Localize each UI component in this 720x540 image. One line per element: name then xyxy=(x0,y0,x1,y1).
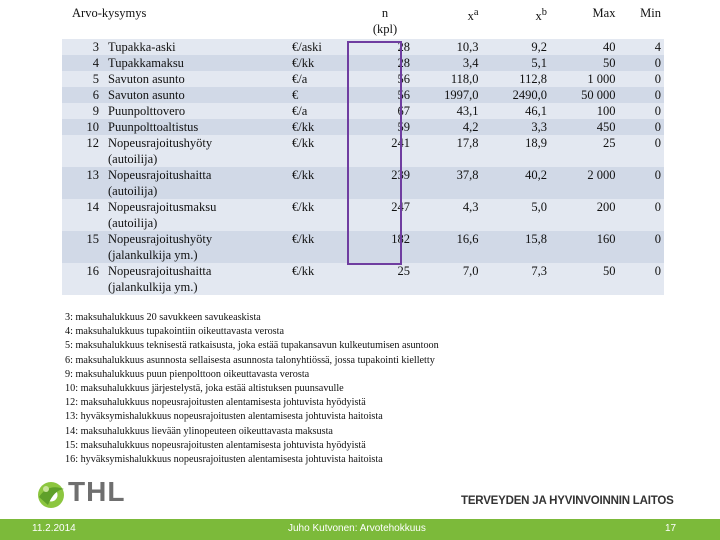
row-min: 0 xyxy=(654,200,661,214)
value-question-table xyxy=(62,0,664,295)
row-n: 25 xyxy=(397,264,410,278)
header-mean-sup: a xyxy=(473,7,479,18)
table-row xyxy=(62,263,664,295)
row-name xyxy=(105,39,289,55)
row-min: 0 xyxy=(654,168,661,182)
row-name-line2: (autoilija) xyxy=(108,216,158,230)
row-n: 56 xyxy=(397,72,410,86)
row-median: 15,8 xyxy=(525,232,547,246)
row-mean: 16,6 xyxy=(456,232,479,246)
row-name xyxy=(105,119,289,135)
row-median: 5,1 xyxy=(531,56,547,70)
row-mean: 17,8 xyxy=(456,136,479,150)
row-name-line1: Nopeusrajoitushaitta xyxy=(108,168,212,182)
row-name-line1: Nopeusrajoitushyöty xyxy=(108,232,213,246)
row-min: 0 xyxy=(654,136,661,150)
row-mean: 1997,0 xyxy=(444,88,479,102)
row-n: 247 xyxy=(391,200,410,214)
row-name xyxy=(105,167,289,199)
row-name-line2: (autoilija) xyxy=(108,152,158,166)
row-n: 67 xyxy=(397,104,410,118)
row-number: 9 xyxy=(92,104,99,118)
row-mean: 37,8 xyxy=(456,168,479,182)
row-median: 9,2 xyxy=(531,40,547,54)
header-n-unit: (kpl) xyxy=(372,22,398,36)
row-max: 100 xyxy=(596,104,616,118)
row-max: 25 xyxy=(602,136,616,150)
header-median xyxy=(481,0,549,39)
table-row xyxy=(62,135,664,167)
header-mean xyxy=(413,0,481,39)
row-unit: €/a xyxy=(292,104,308,118)
footnote-line: 13: hyväksymishalukkuus nopeusrajoitusten alentamisesta johtuvista haitoista xyxy=(65,411,383,423)
footnote-line: 9: maksuhalukkuus puun pienpolttoon oikeuttavasta verosta xyxy=(65,368,310,380)
row-n: 239 xyxy=(391,168,410,182)
table-row xyxy=(62,119,664,135)
row-median: 18,9 xyxy=(525,136,547,150)
row-max: 1 000 xyxy=(587,72,616,86)
row-median: 2490,0 xyxy=(512,88,547,102)
row-number: 13 xyxy=(86,168,99,182)
row-name-line1: Tupakkamaksu xyxy=(108,56,184,70)
header-n xyxy=(357,0,413,39)
footnote-line: 14: maksuhalukkuus lievään ylinopeuteen oikeuttavasta maksusta xyxy=(65,425,333,437)
row-median: 7,3 xyxy=(531,264,547,278)
row-unit: €/aski xyxy=(292,40,322,54)
row-name-line1: Savuton asunto xyxy=(108,88,185,102)
row-max: 160 xyxy=(596,232,616,246)
header-median-sup: b xyxy=(541,7,547,18)
row-name xyxy=(105,71,289,87)
row-name xyxy=(105,263,289,295)
row-unit: €/kk xyxy=(292,168,315,182)
row-number: 3 xyxy=(92,40,99,54)
row-max: 2 000 xyxy=(587,168,616,182)
row-mean: 118,0 xyxy=(450,72,479,86)
footnote-line: 4: maksuhalukkuus tupakointiin oikeuttavasta verosta xyxy=(65,326,284,338)
footnote-line: 16: hyväksymishalukkuus nopeusrajoitusten alentamisesta johtuvista haitoista xyxy=(65,454,383,466)
header-item: Arvo-kysymys xyxy=(72,6,147,20)
row-name xyxy=(105,55,289,71)
row-n: 241 xyxy=(391,136,410,150)
table-row xyxy=(62,87,664,103)
row-n: 28 xyxy=(397,40,410,54)
row-number: 10 xyxy=(86,120,99,134)
footer-author: Juho Kutvonen: Arvotehokkuus xyxy=(288,523,426,534)
row-unit: € xyxy=(292,88,299,102)
header-mean-label: x xyxy=(467,9,474,24)
row-n: 182 xyxy=(391,232,410,246)
row-mean: 7,0 xyxy=(462,264,479,278)
row-min: 0 xyxy=(654,56,661,70)
row-name-line1: Nopeusrajoitusmaksu xyxy=(108,200,217,214)
row-median: 5,0 xyxy=(531,200,547,214)
row-unit: €/kk xyxy=(292,264,315,278)
table-row xyxy=(62,71,664,87)
row-name xyxy=(105,87,289,103)
row-number: 14 xyxy=(86,200,99,214)
row-unit: €/kk xyxy=(292,232,315,246)
row-mean: 4,2 xyxy=(462,120,479,134)
row-number: 16 xyxy=(86,264,99,278)
row-unit: €/kk xyxy=(292,200,315,214)
footnote-line: 10: maksuhalukkuus järjestelystä, joka estää altistuksen puunsavulle xyxy=(65,383,344,395)
row-min: 0 xyxy=(654,88,661,102)
row-max: 40 xyxy=(602,40,616,54)
row-name-line1: Nopeusrajoitushyöty xyxy=(108,136,213,150)
row-median: 40,2 xyxy=(525,168,547,182)
row-name-line1: Puunpolttovero xyxy=(108,104,186,118)
row-number: 6 xyxy=(92,88,99,102)
organization-name: TERVEYDEN JA HYVINVOINNIN LAITOS xyxy=(461,495,674,507)
row-median: 46,1 xyxy=(525,104,547,118)
footnotes xyxy=(65,311,439,467)
row-name-line2: (jalankulkija ym.) xyxy=(108,248,198,262)
row-min: 0 xyxy=(654,72,661,86)
row-name-line1: Puunpolttoaltistus xyxy=(108,120,199,134)
row-unit: €/a xyxy=(292,72,308,86)
table-row xyxy=(62,231,664,263)
row-name-line2: (autoilija) xyxy=(108,184,158,198)
table-header-row xyxy=(62,0,664,39)
footnote-line: 15: maksuhalukkuus nopeusrajoitusten alentamisesta johtuvista hyödyistä xyxy=(65,439,366,451)
row-name xyxy=(105,231,289,263)
row-name-line1: Tupakka-aski xyxy=(108,40,176,54)
table-body xyxy=(62,39,664,295)
table-row xyxy=(62,199,664,231)
row-name xyxy=(105,135,289,167)
row-mean: 3,4 xyxy=(462,56,479,70)
row-max: 50 xyxy=(602,264,616,278)
row-name-line1: Nopeusrajoitushaitta xyxy=(108,264,212,278)
row-n: 28 xyxy=(397,56,410,70)
header-n-label: n xyxy=(381,6,389,20)
row-name xyxy=(105,199,289,231)
row-median: 3,3 xyxy=(531,120,547,134)
row-name-line2: (jalankulkija ym.) xyxy=(108,280,198,294)
row-max: 200 xyxy=(596,200,616,214)
footnote-line: 5: maksuhalukkuus teknisestä ratkaisusta, joka estää tupakansavun kulkeutumisen asuntoon xyxy=(65,340,439,352)
header-median-label: x xyxy=(535,9,542,24)
row-mean: 10,3 xyxy=(456,40,479,54)
row-min: 0 xyxy=(654,104,661,118)
table-row xyxy=(62,55,664,71)
header-max: Max xyxy=(592,6,616,20)
footer-date: 11.2.2014 xyxy=(32,523,76,534)
row-mean: 43,1 xyxy=(456,104,479,118)
row-min: 4 xyxy=(654,40,661,54)
row-max: 50 xyxy=(602,56,616,70)
table-row xyxy=(62,39,664,55)
header-min: Min xyxy=(640,6,661,20)
row-max: 450 xyxy=(596,120,616,134)
row-unit: €/kk xyxy=(292,56,315,70)
page-number: 17 xyxy=(665,523,677,534)
footnote-line: 3: maksuhalukkuus 20 savukkeen savukeaskista xyxy=(65,312,261,323)
row-number: 4 xyxy=(92,56,99,70)
row-min: 0 xyxy=(654,232,661,246)
row-unit: €/kk xyxy=(292,136,315,150)
thl-logo-text: THL xyxy=(68,476,126,507)
row-max: 50 000 xyxy=(581,88,616,102)
row-number: 5 xyxy=(92,72,99,86)
row-min: 0 xyxy=(654,264,661,278)
row-number: 12 xyxy=(86,136,99,150)
row-min: 0 xyxy=(654,120,661,134)
row-mean: 4,3 xyxy=(462,200,479,214)
footer-bar xyxy=(0,519,720,540)
row-number: 15 xyxy=(86,232,99,246)
row-median: 112,8 xyxy=(519,72,547,86)
row-name xyxy=(105,103,289,119)
table-row xyxy=(62,103,664,119)
footnote-line: 12: maksuhalukkuus nopeusrajoitusten alentamisesta johtuvista hyödyistä xyxy=(65,397,366,409)
row-n: 56 xyxy=(397,88,410,102)
row-n: 59 xyxy=(397,120,410,134)
table-row xyxy=(62,167,664,199)
row-unit: €/kk xyxy=(292,120,315,134)
row-name-line1: Savuton asunto xyxy=(108,72,185,86)
footnote-line: 6: maksuhalukkuus asunnosta sellaisesta asunnosta talonyhtiössä, jossa tupakointi kielletty xyxy=(65,354,435,366)
